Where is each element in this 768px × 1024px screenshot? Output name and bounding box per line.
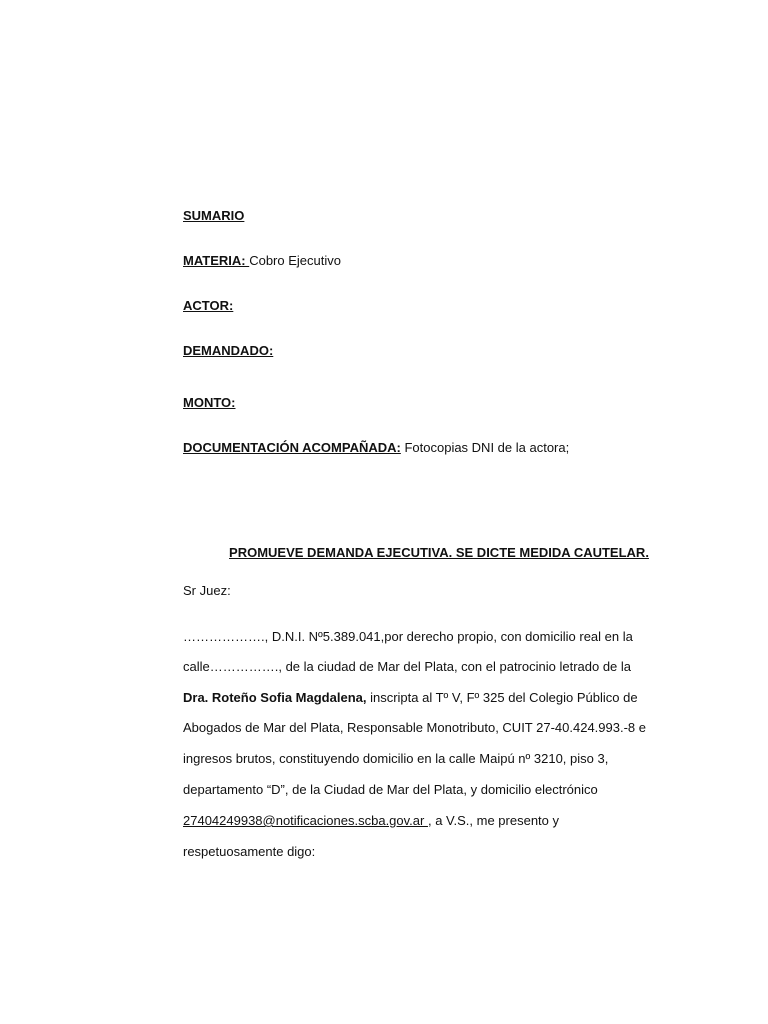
monto-line [183, 395, 235, 411]
summary-heading: SUMARIO [183, 208, 245, 223]
documentacion-line [183, 440, 569, 456]
demandado-label: DEMANDADO: [183, 343, 274, 358]
monto-label: MONTO: [183, 395, 236, 410]
salutation: Sr Juez: [183, 583, 231, 598]
body-line-2: calle……………., de la ciudad de Mar del Plata, con el patrocinio letrado de la [183, 659, 632, 674]
electronic-domicile-email[interactable]: 27404249938@notificaciones.scba.gov.ar [183, 813, 428, 828]
document-title: PROMUEVE DEMANDA EJECUTIVA. SE DICTE MEDIDA CAUTELAR. [229, 545, 649, 560]
body-line-3-rest: inscripta al Tº V, Fº 325 del Colegio Público de [366, 690, 638, 705]
body-line-8: respetuosamente digo: [183, 844, 316, 859]
body-line-3 [183, 690, 638, 706]
body-line-6: departamento “D”, de la Ciudad de Mar del Plata, y domicilio electrónico [183, 782, 598, 797]
body-line-7-rest: , a V.S., me presento y [427, 813, 560, 828]
actor-line [183, 298, 233, 314]
documentacion-value: Fotocopias DNI de la actora; [400, 440, 570, 455]
body-line-7 [183, 813, 559, 829]
materia-line [183, 253, 341, 269]
documentacion-label: DOCUMENTACIÓN ACOMPAÑADA: [183, 440, 401, 455]
body-line-5: ingresos brutos, constituyendo domicilio en la calle Maipú nº 3210, piso 3, [183, 751, 609, 766]
body-line-1: ………………., D.N.I. Nº5.389.041,por derecho propio, con domicilio real en la [183, 629, 633, 644]
actor-label: ACTOR: [183, 298, 234, 313]
body-line-4: Abogados de Mar del Plata, Responsable Monotributo, CUIT 27-40.424.993.-8 e [183, 720, 646, 735]
materia-value: Cobro Ejecutivo [249, 253, 341, 268]
lawyer-name: Dra. Roteño Sofia Magdalena, [183, 690, 367, 705]
materia-label: MATERIA: [183, 253, 250, 268]
demandado-line [183, 343, 273, 359]
